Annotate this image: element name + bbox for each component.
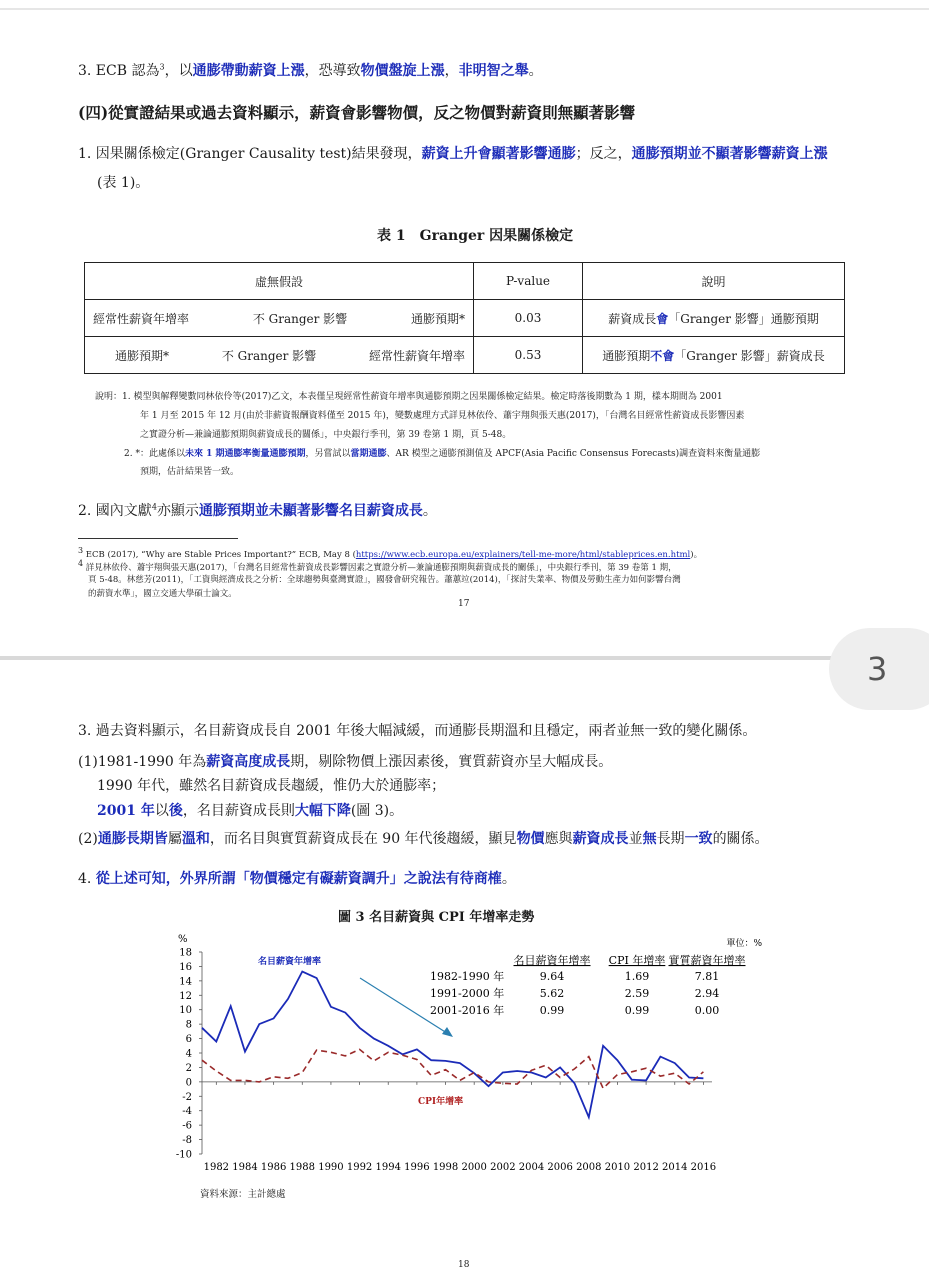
y-tick-label: 14 (179, 976, 192, 988)
page-number-18: 18 (458, 1260, 470, 1270)
wage-cpi-chart (170, 930, 770, 1200)
inset-header: 實質薪資年增率 (668, 954, 746, 967)
note2-line1: 2. *：此處係以未來 1 期通膨率衡量通膨預期，另嘗試以當期通膨、AR 模型之通膨預測值及 APCF(Asia Pacific Consensus Forecasts)調查資料來衡量通膨 (124, 449, 761, 459)
x-tick-label: 2006 (547, 1162, 573, 1173)
y-tick-label: -10 (175, 1149, 192, 1161)
header-description: 說明 (583, 263, 845, 300)
cpi-series-label: CPI年增率 (418, 1097, 464, 1107)
page-separator (0, 656, 929, 660)
inset-period: 2001-2016 年 (430, 1004, 505, 1017)
x-tick-label: 2004 (518, 1162, 545, 1173)
granger-table (84, 262, 845, 374)
inset-value: 5.62 (539, 987, 565, 1000)
header-pvalue: P-value (474, 263, 583, 300)
page-number-17: 17 (458, 599, 470, 609)
y-tick-label: 18 (179, 947, 192, 959)
x-tick-label: 2014 (662, 1162, 688, 1173)
y-tick-label: -6 (182, 1120, 192, 1132)
inset-value: 7.81 (694, 970, 720, 983)
table-row (85, 300, 845, 337)
x-tick-label: 2016 (690, 1162, 717, 1173)
p18-sub1-line2: 1990 年代，雖然名目薪資成長趨緩，惟仍大於通膨率； (97, 778, 446, 794)
page-indicator-button[interactable]: 3 (829, 628, 929, 710)
header-hypothesis: 虛無假設 (85, 263, 474, 300)
p18-item3: 3. 過去資料顯示，名目薪資成長自 2001 年後大幅減緩，而通膨長期溫和且穩定，兩者並無一致的變化關係。 (78, 723, 757, 739)
y-tick-label: -4 (182, 1106, 192, 1118)
x-tick-label: 1990 (318, 1162, 344, 1173)
inset-value: 0.00 (694, 1004, 720, 1017)
p18-sub2: (2)通膨長期皆屬溫和，而名目與實質薪資成長在 90 年代後趨緩，顯見物價應與薪資成長並無長期一致的關係。 (78, 831, 769, 847)
x-tick-label: 1994 (375, 1162, 401, 1173)
y-tick-label: 12 (179, 990, 192, 1002)
note1-line1: 說明：1. 模型與解釋變數同林依伶等(2017)乙文，本表僅呈現經常性薪資年增率與通膨預期之因果關係檢定結果。檢定時落後期數為 1 期，樣本期間為 2001 (95, 392, 723, 402)
y-tick-label: 8 (185, 1019, 192, 1031)
y-tick-label: -8 (182, 1135, 192, 1147)
description-cell: 薪資成長會「Granger 影響」通膨預期 (583, 300, 845, 337)
trend-arrow-head (442, 1027, 453, 1037)
y-tick-label: 4 (185, 1048, 192, 1060)
inset-value: 1.69 (624, 970, 650, 983)
x-tick-label: 1998 (432, 1162, 459, 1173)
inset-header: CPI 年增率 (608, 954, 666, 967)
p17-item2: 2. 國內文獻$^4$亦顯示通膨預期並未顯著影響名目薪資成長。 (78, 502, 437, 519)
inset-value: 2.94 (694, 987, 720, 1000)
y-tick-label: 10 (179, 1005, 192, 1017)
p18-sub1-line3: 2001 年以後，名目薪資成長則大幅下降(圖 3)。 (97, 803, 404, 819)
footnote-4-line3: 的薪資水準」，國立交通大學碩士論文。 (88, 589, 237, 599)
note2-line2: 預期，估計結果皆一致。 (140, 467, 240, 477)
top-border (0, 8, 929, 10)
x-tick-label: 2010 (604, 1162, 631, 1173)
p18-item4: 4. 從上述可知，外界所謂「物價穩定有礙薪資調升」之說法有待商榷。 (78, 871, 516, 887)
table-title: 表 1 Granger 因果關係檢定 (377, 228, 574, 244)
y-tick-label: -2 (182, 1091, 192, 1103)
x-tick-label: 1996 (404, 1162, 430, 1173)
p17-item1-line2: (表 1)。 (97, 175, 150, 191)
inset-header: 名目薪資年增率 (513, 954, 591, 967)
wage-series-label: 名目薪資年增率 (258, 957, 322, 967)
footnote-divider (78, 538, 238, 539)
x-tick-label: 2000 (461, 1162, 487, 1173)
hypothesis-cell: 通膨預期* 不 Granger 影響 經常性薪資年增率 (85, 337, 474, 374)
note1-line3: 之實證分析—兼論通膨預期與薪資成長的關係」，中央銀行季刊，第 39 卷第 1 期，頁 5-48。 (140, 430, 512, 440)
chart-title: 圖 3 名目薪資與 CPI 年增率走勢 (338, 910, 535, 925)
p17-item3: 3. ECB 認為$^3$，以通膨帶動薪資上漲，恐導致物價盤旋上漲，非明智之舉。 (78, 62, 543, 79)
y-tick-label: 2 (185, 1062, 192, 1074)
footnote-3: $^3$ ECB (2017), “Why are Stable Prices Important?” ECB, May 8 (https://www.ecb.europa.eu/explainers/tell-me-more/html/stableprices.en.html)。 (78, 546, 703, 560)
y-tick-label: 0 (185, 1077, 192, 1089)
x-tick-label: 2012 (633, 1162, 659, 1173)
y-unit-label: % (178, 934, 188, 945)
y-tick-label: 6 (185, 1034, 192, 1046)
section-title: (四)從實證結果或過去資料顯示，薪資會影響物價，反之物價對薪資則無顯著影響 (78, 103, 636, 122)
table-row (85, 337, 845, 374)
p17-item1: 1. 因果關係檢定(Granger Causality test)結果發現，薪資上升會顯著影響通膨；反之，通膨預期並不顯著影響薪資上漲 (78, 146, 828, 162)
pvalue-cell: 0.03 (474, 300, 583, 337)
x-tick-label: 1986 (260, 1162, 287, 1173)
y-tick-label: 16 (179, 961, 192, 973)
x-tick-label: 2008 (576, 1162, 602, 1173)
hypothesis-cell: 經常性薪資年增率 不 Granger 影響 通膨預期* (85, 300, 474, 337)
inset-value: 0.99 (624, 1004, 650, 1017)
x-tick-label: 1982 (203, 1162, 230, 1173)
inset-period: 1982-1990 年 (430, 970, 505, 983)
footnote-4-line1: $^4$ 詳見林依伶、蕭宇翔與張天惠(2017)，「台灣名目經常性薪資成長影響因素之實證分析—兼論通膨預期與薪資成長的關係」，中央銀行季刊，第 39 卷第 1 期， (78, 559, 677, 573)
unit-label: 單位：% (726, 939, 762, 949)
p18-sub1: (1)1981-1990 年為薪資高度成長期，剔除物價上漲因素後，實質薪資亦呈大幅成長。 (78, 754, 613, 770)
inset-value: 9.64 (539, 970, 565, 983)
x-tick-label: 1992 (346, 1162, 373, 1173)
inset-period: 1991-2000 年 (430, 987, 505, 1000)
note1-line2: 年 1 月至 2015 年 12 月(由於非薪資報酬資料僅至 2015 年)，變數處理方式詳見林依伶、蕭宇翔與張天惠(2017)，「台灣名目經常性薪資成長影響因素 (140, 411, 745, 421)
inset-value: 2.59 (624, 987, 650, 1000)
x-tick-label: 1984 (232, 1162, 258, 1173)
footnote-4-line2: 頁 5-48。林慈芳(2011)，「工資與經濟成長之分析：全球趨勢與臺灣實證」，國發會研究報告。蕭蕙竝(2014)，「探討失業率、物價及勞動生產力如何影響台灣 (88, 575, 681, 585)
ecb-link[interactable]: https://www.ecb.europa.eu/explainers/tell-me-more/html/stableprices.en.html (355, 549, 691, 560)
description-cell: 通膨預期不會「Granger 影響」薪資成長 (583, 337, 845, 374)
cpi-growth-line (202, 1049, 703, 1088)
inset-value: 0.99 (539, 1004, 565, 1017)
x-tick-label: 2002 (490, 1162, 516, 1173)
pvalue-cell: 0.53 (474, 337, 583, 374)
x-tick-label: 1988 (289, 1162, 316, 1173)
chart-source: 資料來源：主計總處 (200, 1189, 286, 1200)
